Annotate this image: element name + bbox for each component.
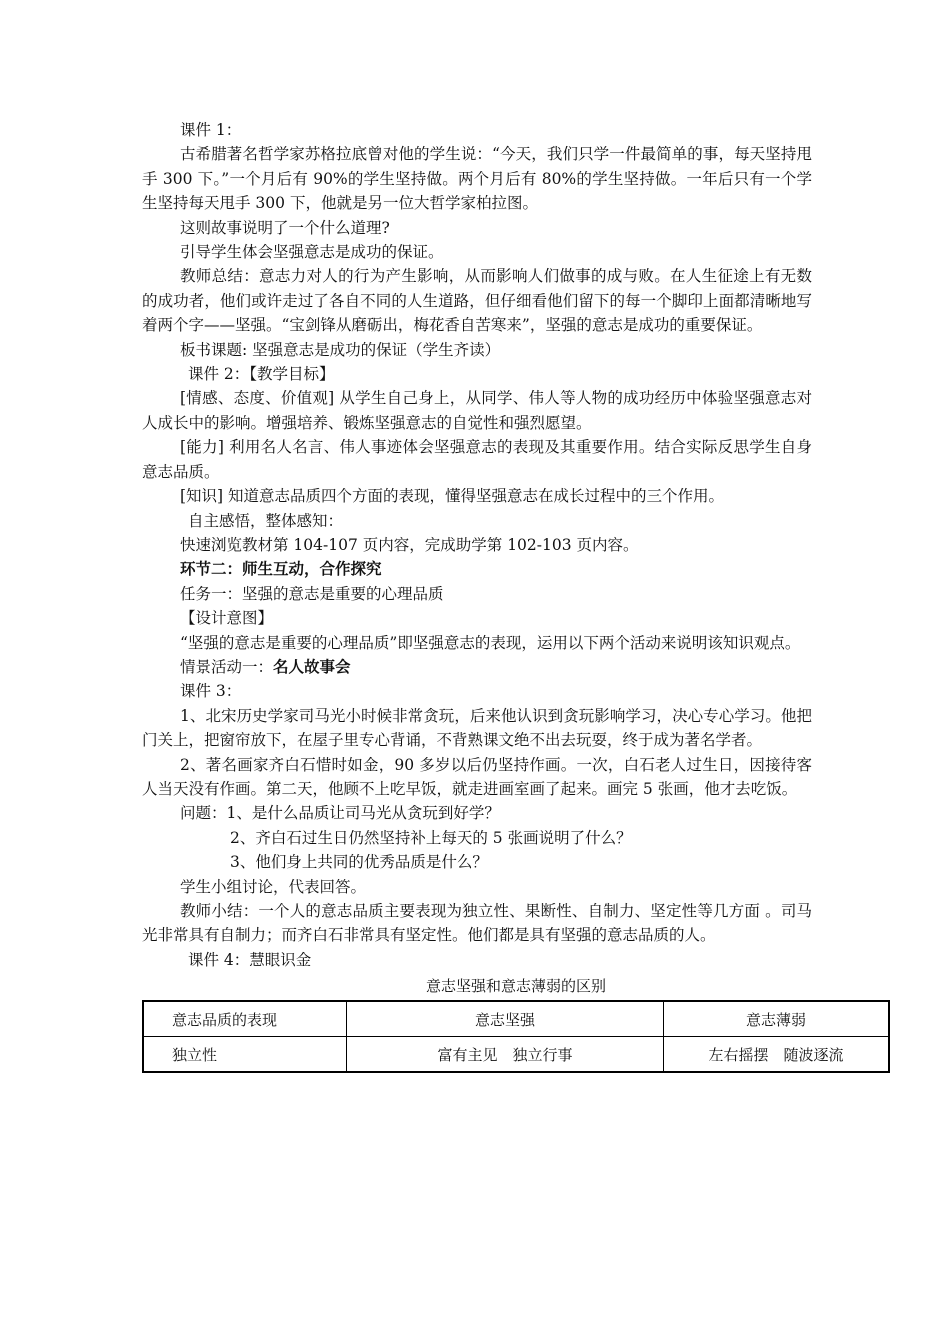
paragraph: 3、他们身上共同的优秀品质是什么？ [230, 853, 488, 872]
document-page [142, 118, 844, 1073]
paragraph: 课件 1： [180, 121, 242, 139]
table-cell: 左右摇摆 随波逐流 [664, 1037, 890, 1073]
paragraph: 自主感悟，整体感知： [188, 511, 344, 530]
paragraph: [知识] 知道意志品质四个方面的表现，懂得坚强意志在成长过程中的三个作用。 [180, 487, 725, 506]
paragraph: “坚强的意志是重要的心理品质”即坚强意志的表现，运用以下两个活动来说明该知识观点。 [180, 633, 801, 652]
table-row [143, 1037, 889, 1073]
paragraph: 这则故事说明了一个什么道理? [180, 218, 390, 237]
activity-label: 情景活动一： [180, 657, 274, 676]
table-header-row [143, 1001, 889, 1037]
paragraph: 古希腊著名哲学家苏格拉底曾对他的学生说：“今天，我们只学一件最简单的事，每天坚持甩手 300 下。”一个月后有 90%的学生坚持做。两个月后有 80%的学生坚持做。一年后只有一个学生坚持每天甩手 300 下，他就是另一位大哲学家柏拉图。 [142, 145, 812, 213]
paragraph: 学生小组讨论，代表回答。 [180, 877, 367, 896]
table-header-cell: 意志坚强 [347, 1001, 664, 1037]
activity-title: 名人故事会 [273, 656, 351, 676]
comparison-table [142, 1000, 890, 1073]
paragraph: 引导学生体会坚强意志是成功的保证。 [180, 243, 444, 262]
paragraph: 问题：1、是什么品质让司马光从贪玩到好学？ [180, 804, 500, 823]
paragraph: 课件 4：慧眼识金 [188, 950, 312, 969]
table-cell: 富有主见 独立行事 [347, 1037, 664, 1073]
table-caption: 意志坚强和意志薄弱的区别 [425, 977, 606, 996]
paragraph: 快速浏览教材第 104-107 页内容，完成助学第 102-103 页内容。 [180, 535, 639, 554]
section-heading: 环节二：师生互动，合作探究 [180, 559, 382, 579]
table-header-cell: 意志品质的表现 [143, 1001, 347, 1037]
paragraph: 2、齐白石过生日仍然坚持补上每天的 5 张画说明了什么？ [230, 828, 632, 847]
paragraph: 课件 2：【教学目标】 [188, 365, 335, 384]
paragraph: [情感、态度、价值观] 从学生自己身上，从同学、伟人等人物的成功经历中体验坚强意志对人成长中的影响。增强培养、锻炼坚强意志的自觉性和强烈愿望。 [142, 389, 812, 432]
table-cell: 独立性 [143, 1037, 347, 1073]
paragraph: 任务一：坚强的意志是重要的心理品质 [180, 584, 444, 603]
paragraph: 1、北宋历史学家司马光小时候非常贪玩，后来他认识到贪玩影响学习，决心专心学习。他把门关上，把窗帘放下，在屋子里专心背诵，不背熟课文绝不出去玩耍，终于成为著名学者。 [142, 706, 812, 750]
paragraph: 教师小结：一个人的意志品质主要表现为独立性、果断性、自制力、坚定性等几方面 。司马光非常具有自制力；而齐白石非常具有坚定性。他们都是具有坚强的意志品质的人。 [142, 902, 812, 945]
paragraph: 2、著名画家齐白石惜时如金，90 多岁以后仍坚持作画。一次，白石老人过生日，因接待客人当天没有作画。第二天，他顾不上吃早饭，就走进画室画了起来。画完 5 张画，他才去吃饭。 [142, 755, 812, 798]
paragraph: 板书课题: 坚强意志是成功的保证（学生齐读） [180, 340, 501, 359]
paragraph: 课件 3： [180, 682, 242, 701]
paragraph: 【设计意图】 [180, 609, 274, 628]
paragraph: 教师总结：意志力对人的行为产生影响，从而影响人们做事的成与败。在人生征途上有无数的成功者，他们或许走过了各自不同的人生道路，但仔细看他们留下的每一个脚印上面都清晰地写着两个字——坚强。“宝剑锋从磨砺出，梅花香自苦寒来”，坚强的意志是成功的重要保证。 [142, 267, 812, 335]
paragraph: [能力] 利用名人名言、伟人事迹体会坚强意志的表现及其重要作用。结合实际反思学生自身意志品质。 [142, 438, 812, 481]
table-header-cell: 意志薄弱 [664, 1001, 890, 1037]
paragraph [142, 655, 812, 679]
